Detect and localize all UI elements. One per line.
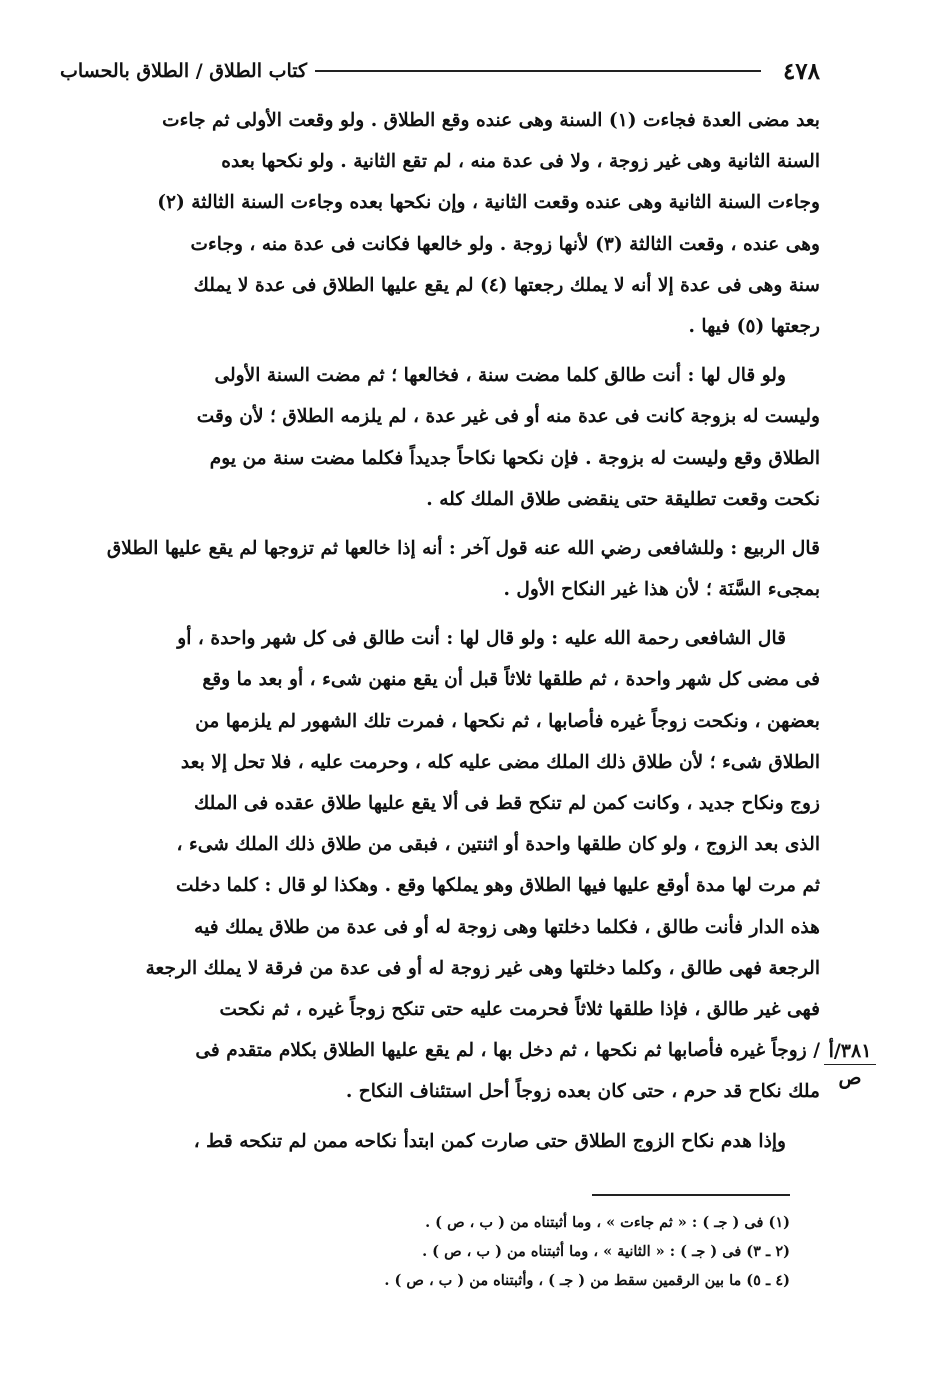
paragraph [58, 618, 820, 1112]
text-line: بعضهن ، ونكحت زوجاً غيره فأصابها ، ثم نكحها ، فمرت تلك الشهور لم يلزمها من [195, 710, 820, 732]
text-line: فى مضى كل شهر واحدة ، ثم طلقها ثلاثاً قبل أن يقع منهن شىء ، أو بعد ما وقع [202, 669, 820, 691]
text-line: السنة الثانية وهى غير زوجة ، ولا فى عدة منه ، لم تقع الثانية . ولو نكحها بعده [221, 151, 820, 173]
text-line: ولو قال لها : أنت طالق كلما مضت سنة ، فخالعها ؛ ثم مضت السنة الأولى [214, 365, 786, 387]
main-text [58, 100, 820, 1162]
text-line: وإذا هدم نكاح الزوج الطلاق حتى صارت كمن ابتدأ نكاحه ممن لم تنكحه قط ، [193, 1130, 786, 1152]
folio-number: ٣٨١/أ [828, 1040, 872, 1062]
paragraph [58, 528, 820, 610]
footnotes [300, 1208, 790, 1295]
text-line: الرجعة فهى طالق ، وكلما دخلتها وهى غير زوجة له أو فى عدة من فرقة لا يملك الرجعة [145, 957, 820, 979]
manuscript-folio-note [820, 1040, 880, 1089]
header-rule [315, 70, 761, 72]
text-line: ثم مرت لها مدة أوقع عليها فيها الطلاق وهو يملكها وقع . وهكذا لو قال : كلما دخلت [175, 875, 820, 897]
text-line: فهى غير طالق ، فإذا طلقها ثلاثاً فحرمت عليه حتى تنكح زوجاً غيره ، ثم نكحت [219, 998, 820, 1020]
text-line: وجاءت السنة الثانية وهى عنده وقعت الثانية ، وإن نكحها بعده وجاءت السنة الثالثة (٢) [157, 192, 820, 214]
text-line: بعد مضى العدة فجاءت (١) السنة وهى عنده وقع الطلاق . ولو وقعت الأولى ثم جاءت [162, 110, 820, 131]
footnote: (٢ ـ ٣) فى ( جـ ) : « الثانية » ، وما أثبتناه من ( ب ، ص ) . [422, 1243, 790, 1260]
text-line: الطلاق شىء ؛ لأن طلاق ذلك الملك مضى عليه كله ، وحرمت عليه ، فلا تحل إلا بعد [180, 751, 820, 773]
text-line: ملك نكاح قد حرم ، حتى كان بعده زوجاً أحل استئناف النكاح . [345, 1081, 820, 1103]
paragraph [58, 1121, 820, 1162]
footnote: (١) فى ( جـ ) : « ثم جاءت » ، وما أثبتناه من ( ب ، ص ) . [425, 1214, 790, 1231]
paragraph [58, 355, 820, 520]
text-line: رجعتها (٥) فيها . [688, 315, 820, 337]
text-line: وهى عنده ، وقعت الثالثة (٣) لأنها زوجة . ولو خالعها فكانت فى عدة منه ، وجاءت [190, 233, 820, 255]
text-line: قال الشافعى رحمة الله عليه : ولو قال لها : أنت طالق فى كل شهر واحدة ، أو [177, 628, 786, 650]
text-line: الذى بعد الزوج ، ولو كان طلقها واحدة أو اثنتين ، فبقى من طلاق ذلك الملك شىء ، [176, 834, 820, 856]
text-line: زوج ونكاح جديد ، وكانت كمن لم تنكح قط فى ألا يقع عليها طلاق عقده فى الملك [194, 793, 820, 814]
text-line: هذه الدار فأنت طالق ، فكلما دخلتها وهى زوجة له أو فى عدة من طلاق يملك فيه [194, 916, 820, 938]
folio-siglum: ص [838, 1067, 862, 1089]
paragraph [58, 100, 820, 347]
page-number: ٤٧٨ [782, 57, 820, 85]
footnote-separator [592, 1194, 790, 1196]
running-header [60, 56, 820, 86]
footnote: (٤ ـ ٥) ما بين الرقمين سقط من ( جـ ) ، وأثبتناه من ( ب ، ص ) . [384, 1272, 790, 1289]
text-line: بمجىء السَّنَة ؛ لأن هذا غير النكاح الأول . [503, 579, 820, 601]
text-line: الطلاق وقع وليست له بزوجة . فإن نكحها نكاحاً جديداً فكلما مضت سنة من يوم [209, 447, 820, 469]
folio-rule [824, 1064, 876, 1065]
text-line: قال الربيع : وللشافعى رضي الله عنه قول آخر : أنه إذا خالعها ثم تزوجها لم يقع عليها الطلاق [106, 537, 820, 559]
text-line: نكحت وقعت تطليقة حتى ينقضى طلاق الملك كله . [426, 488, 820, 510]
text-line: / زوجاً غيره فأصابها ثم نكحها ، ثم دخل بها ، لم يقع عليها الطلاق بكلام متقدم فى [195, 1040, 820, 1062]
running-title: كتاب الطلاق / الطلاق بالحساب [60, 60, 308, 82]
text-line: سنة وهى فى عدة إلا أنه لا يملك رجعتها (٤) لم يقع عليها الطلاق فى عدة لا يملك [193, 274, 820, 296]
text-line: وليست له بزوجة كانت فى عدة منه أو فى غير عدة ، لم يلزمه الطلاق ؛ لأن وقت [196, 406, 820, 428]
